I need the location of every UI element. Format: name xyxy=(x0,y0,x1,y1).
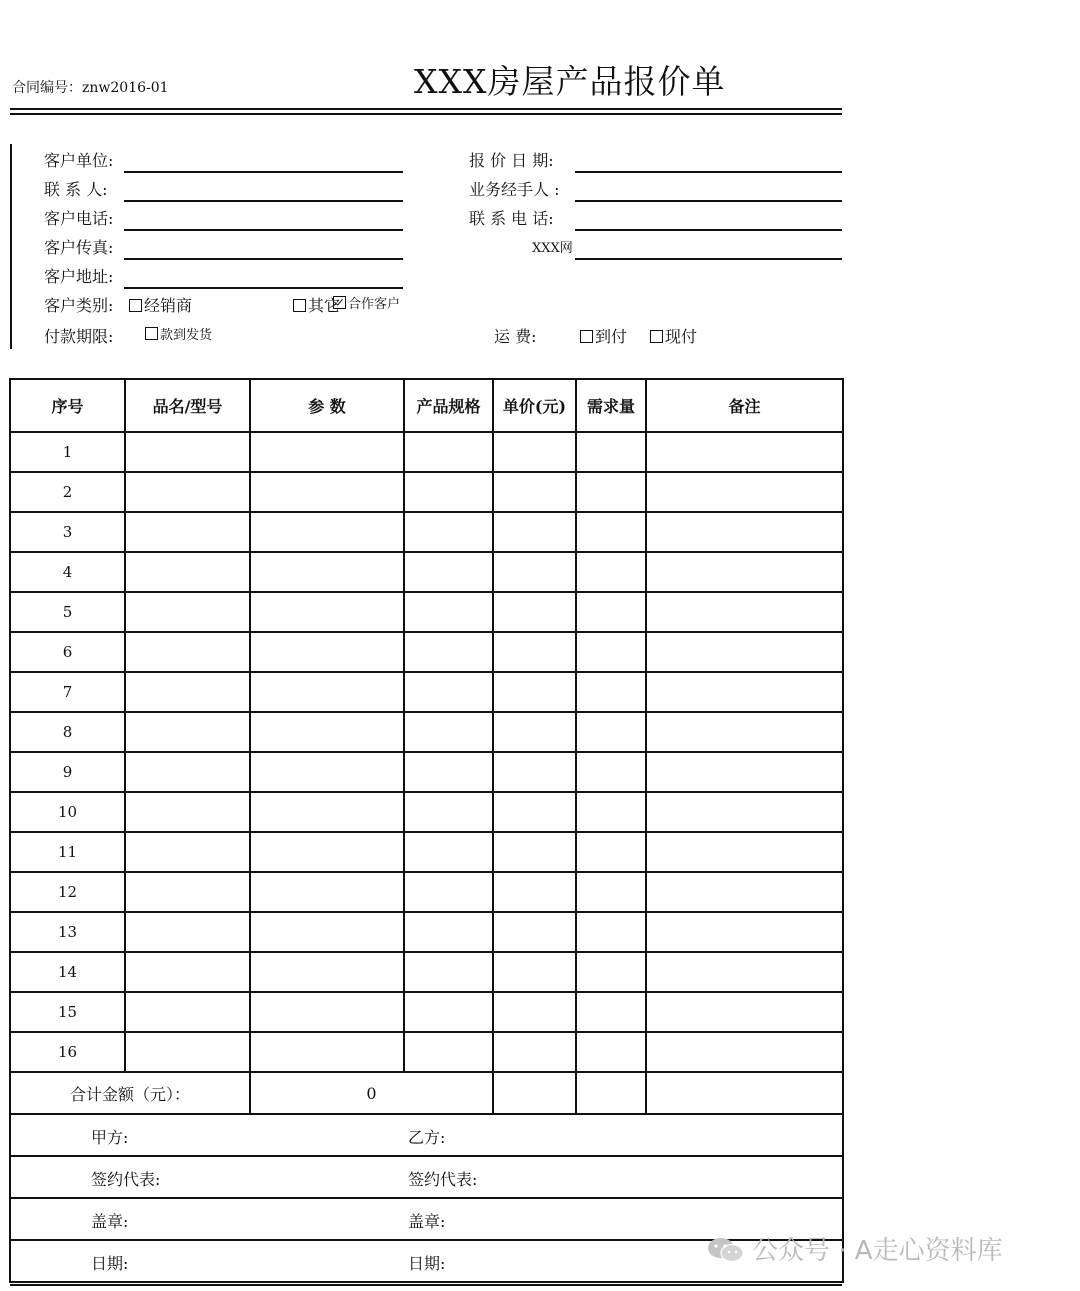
table-row xyxy=(10,592,843,632)
row-qty-cell[interactable] xyxy=(576,832,646,872)
header-serial: 序号 xyxy=(10,379,125,432)
total-value: 0 xyxy=(250,1072,493,1114)
row-product-cell[interactable] xyxy=(125,512,250,552)
row-serial: 12 xyxy=(10,872,125,912)
checkbox-icon[interactable] xyxy=(650,330,663,343)
row-remark-cell[interactable] xyxy=(646,792,843,832)
row-product-cell[interactable] xyxy=(125,432,250,472)
row-spec-cell[interactable] xyxy=(404,912,493,952)
row-price-cell[interactable] xyxy=(493,752,576,792)
total-cell[interactable] xyxy=(576,1072,646,1114)
table-header-row xyxy=(10,379,843,432)
row-qty-cell[interactable] xyxy=(576,912,646,952)
website-label: XXX网 xyxy=(532,241,573,256)
total-label: 合计金额（元）： xyxy=(10,1072,250,1114)
row-remark-cell[interactable] xyxy=(646,592,843,632)
row-spec-cell[interactable] xyxy=(404,1032,493,1072)
row-price-cell[interactable] xyxy=(493,632,576,672)
row-spec-cell[interactable] xyxy=(404,512,493,552)
row-price-cell[interactable] xyxy=(493,512,576,552)
row-qty-cell[interactable] xyxy=(576,1032,646,1072)
row-remark-cell[interactable] xyxy=(646,752,843,792)
table-row xyxy=(10,512,843,552)
row-spec-cell[interactable] xyxy=(404,672,493,712)
table-row xyxy=(10,992,843,1032)
contact-phone-field[interactable] xyxy=(575,229,842,231)
row-params-cell[interactable] xyxy=(250,792,404,832)
rep-b-label: 签约代表: xyxy=(408,1170,478,1189)
row-params-cell[interactable] xyxy=(250,952,404,992)
row-spec-cell[interactable] xyxy=(404,472,493,512)
customer-fax-label: 客户传真: xyxy=(44,238,114,257)
header-divider-bottom xyxy=(10,113,842,115)
header-divider-top xyxy=(10,108,842,110)
row-price-cell[interactable] xyxy=(493,792,576,832)
header-parameters: 参 数 xyxy=(250,379,404,432)
row-price-cell[interactable] xyxy=(493,952,576,992)
customer-phone-field[interactable] xyxy=(124,229,403,231)
row-params-cell[interactable] xyxy=(250,992,404,1032)
date-a-label: 日期: xyxy=(91,1254,129,1273)
row-price-cell[interactable] xyxy=(493,1032,576,1072)
row-serial: 8 xyxy=(10,712,125,752)
row-price-cell[interactable] xyxy=(493,592,576,632)
seal-b-label: 盖章: xyxy=(408,1212,446,1231)
type-option-dealer[interactable] xyxy=(129,293,192,316)
customer-unit-label: 客户单位: xyxy=(44,151,114,170)
freight-label: 运 费: xyxy=(494,327,537,346)
header-specification: 产品规格 xyxy=(404,379,493,432)
type-option-partner-label: 合作客户 xyxy=(348,297,401,312)
row-spec-cell[interactable] xyxy=(404,432,493,472)
table-row xyxy=(10,1032,843,1072)
row-serial: 9 xyxy=(10,752,125,792)
row-product-cell[interactable] xyxy=(125,792,250,832)
info-left-border xyxy=(10,144,12,349)
seal-a-label: 盖章: xyxy=(91,1212,129,1231)
checkbox-icon[interactable] xyxy=(129,299,142,312)
row-product-cell[interactable] xyxy=(125,912,250,952)
row-price-cell[interactable] xyxy=(493,832,576,872)
row-serial: 1 xyxy=(10,432,125,472)
table-row xyxy=(10,912,843,952)
payment-term-label: 付款期限: xyxy=(44,327,114,346)
header-remarks: 备注 xyxy=(646,379,843,432)
row-price-cell[interactable] xyxy=(493,872,576,912)
row-spec-cell[interactable] xyxy=(404,712,493,752)
row-remark-cell[interactable] xyxy=(646,472,843,512)
row-serial: 13 xyxy=(10,912,125,952)
row-spec-cell[interactable] xyxy=(404,832,493,872)
checkbox-icon[interactable] xyxy=(580,330,593,343)
customer-type-label: 客户类别: xyxy=(44,296,114,315)
row-params-cell[interactable] xyxy=(250,552,404,592)
row-spec-cell[interactable] xyxy=(404,552,493,592)
row-remark-cell[interactable] xyxy=(646,992,843,1032)
table-row xyxy=(10,752,843,792)
row-product-cell[interactable] xyxy=(125,552,250,592)
sales-manager-field[interactable] xyxy=(575,200,842,202)
row-product-cell[interactable] xyxy=(125,872,250,912)
table-row xyxy=(10,432,843,472)
row-serial: 3 xyxy=(10,512,125,552)
header-product-model: 品名/型号 xyxy=(125,379,250,432)
row-qty-cell[interactable] xyxy=(576,792,646,832)
row-product-cell[interactable] xyxy=(125,992,250,1032)
row-serial: 11 xyxy=(10,832,125,872)
rep-a-label: 签约代表: xyxy=(91,1170,161,1189)
table-row xyxy=(10,832,843,872)
table-row xyxy=(10,472,843,512)
payment-option-label: 款到发货 xyxy=(160,328,213,343)
row-remark-cell[interactable] xyxy=(646,872,843,912)
payment-option[interactable] xyxy=(145,324,212,343)
row-remark-cell[interactable] xyxy=(646,512,843,552)
customer-phone-label: 客户电话: xyxy=(44,209,114,228)
table-row xyxy=(10,952,843,992)
table-row xyxy=(10,872,843,912)
sales-manager-label: 业务经手人 : xyxy=(469,180,560,199)
row-spec-cell[interactable] xyxy=(404,992,493,1032)
customer-address-field[interactable] xyxy=(124,287,403,289)
row-remark-cell[interactable] xyxy=(646,1032,843,1072)
row-remark-cell[interactable] xyxy=(646,832,843,872)
row-serial: 14 xyxy=(10,952,125,992)
row-params-cell[interactable] xyxy=(250,752,404,792)
row-spec-cell[interactable] xyxy=(404,872,493,912)
party-cell[interactable] xyxy=(10,1114,843,1156)
customer-unit-field[interactable] xyxy=(124,171,403,173)
checkbox-icon[interactable] xyxy=(145,327,158,340)
total-row xyxy=(10,1072,843,1114)
row-serial: 2 xyxy=(10,472,125,512)
website-field[interactable] xyxy=(575,258,842,260)
row-price-cell[interactable] xyxy=(493,712,576,752)
party-a-label: 甲方: xyxy=(91,1128,129,1147)
row-params-cell[interactable] xyxy=(250,832,404,872)
row-product-cell[interactable] xyxy=(125,832,250,872)
row-price-cell[interactable] xyxy=(493,992,576,1032)
type-option-partner[interactable] xyxy=(333,293,400,312)
checkbox-icon[interactable] xyxy=(293,299,306,312)
row-params-cell[interactable] xyxy=(250,672,404,712)
freight-option-collect[interactable] xyxy=(580,324,627,347)
row-remark-cell[interactable] xyxy=(646,672,843,712)
table-row xyxy=(10,632,843,672)
row-product-cell[interactable] xyxy=(125,952,250,992)
watermark-text: 公众号 · A走心资料库 xyxy=(752,1236,1003,1266)
table-row xyxy=(10,672,843,712)
customer-fax-field[interactable] xyxy=(124,258,403,260)
row-remark-cell[interactable] xyxy=(646,552,843,592)
page-title: XXX房屋产品报价单 xyxy=(414,62,726,101)
contract-number: 合同编号：znw2016-01 xyxy=(12,80,169,96)
row-spec-cell[interactable] xyxy=(404,632,493,672)
row-product-cell[interactable] xyxy=(125,712,250,752)
row-serial: 16 xyxy=(10,1032,125,1072)
row-qty-cell[interactable] xyxy=(576,952,646,992)
table-row xyxy=(10,712,843,752)
quote-date-field[interactable] xyxy=(575,171,842,173)
row-serial: 4 xyxy=(10,552,125,592)
table-row xyxy=(10,792,843,832)
row-price-cell[interactable] xyxy=(493,472,576,512)
row-price-cell[interactable] xyxy=(493,912,576,952)
type-option-dealer-label: 经销商 xyxy=(144,296,193,315)
watermark xyxy=(706,1230,1003,1267)
row-price-cell[interactable] xyxy=(493,432,576,472)
type-option-other-label: 其它 xyxy=(308,296,341,315)
party-row xyxy=(10,1114,843,1156)
row-qty-cell[interactable] xyxy=(576,712,646,752)
row-qty-cell[interactable] xyxy=(576,992,646,1032)
row-params-cell[interactable] xyxy=(250,632,404,672)
row-params-cell[interactable] xyxy=(250,872,404,912)
row-product-cell[interactable] xyxy=(125,632,250,672)
row-product-cell[interactable] xyxy=(125,472,250,512)
freight-option-collect-label: 到付 xyxy=(595,327,628,346)
representative-cell[interactable] xyxy=(10,1156,843,1198)
total-cell[interactable] xyxy=(646,1072,843,1114)
row-params-cell[interactable] xyxy=(250,512,404,552)
row-qty-cell[interactable] xyxy=(576,592,646,632)
row-qty-cell[interactable] xyxy=(576,552,646,592)
row-params-cell[interactable] xyxy=(250,712,404,752)
row-serial: 6 xyxy=(10,632,125,672)
checked-checkbox-icon[interactable] xyxy=(333,296,346,309)
row-params-cell[interactable] xyxy=(250,1032,404,1072)
row-spec-cell[interactable] xyxy=(404,752,493,792)
freight-option-prepaid-label: 现付 xyxy=(665,327,698,346)
row-qty-cell[interactable] xyxy=(576,472,646,512)
quotation-table xyxy=(9,378,844,1283)
representative-row xyxy=(10,1156,843,1198)
customer-address-label: 客户地址: xyxy=(44,267,114,286)
row-qty-cell[interactable] xyxy=(576,632,646,672)
contact-phone-label: 联 系 电 话: xyxy=(469,209,554,228)
row-qty-cell[interactable] xyxy=(576,672,646,712)
freight-option-prepaid[interactable] xyxy=(650,324,697,347)
contact-person-field[interactable] xyxy=(124,200,403,202)
row-params-cell[interactable] xyxy=(250,592,404,632)
row-remark-cell[interactable] xyxy=(646,952,843,992)
row-remark-cell[interactable] xyxy=(646,712,843,752)
contact-person-label: 联 系 人: xyxy=(44,180,108,199)
row-spec-cell[interactable] xyxy=(404,952,493,992)
row-price-cell[interactable] xyxy=(493,672,576,712)
row-serial: 5 xyxy=(10,592,125,632)
row-product-cell[interactable] xyxy=(125,592,250,632)
row-price-cell[interactable] xyxy=(493,552,576,592)
row-product-cell[interactable] xyxy=(125,672,250,712)
row-serial: 10 xyxy=(10,792,125,832)
wechat-icon xyxy=(706,1237,746,1263)
row-params-cell[interactable] xyxy=(250,912,404,952)
quote-date-label: 报 价 日 期: xyxy=(469,151,554,170)
row-remark-cell[interactable] xyxy=(646,912,843,952)
row-qty-cell[interactable] xyxy=(576,872,646,912)
header-quantity: 需求量 xyxy=(576,379,646,432)
party-b-label: 乙方: xyxy=(408,1128,446,1147)
table-row xyxy=(10,552,843,592)
row-spec-cell[interactable] xyxy=(404,592,493,632)
row-serial: 15 xyxy=(10,992,125,1032)
row-spec-cell[interactable] xyxy=(404,792,493,832)
row-remark-cell[interactable] xyxy=(646,632,843,672)
row-qty-cell[interactable] xyxy=(576,432,646,472)
row-remark-cell[interactable] xyxy=(646,432,843,472)
header-unit-price: 单价(元) xyxy=(493,379,576,432)
row-product-cell[interactable] xyxy=(125,1032,250,1072)
row-product-cell[interactable] xyxy=(125,752,250,792)
date-b-label: 日期: xyxy=(408,1254,446,1273)
footer-double-line xyxy=(10,1284,842,1286)
row-params-cell[interactable] xyxy=(250,472,404,512)
row-qty-cell[interactable] xyxy=(576,752,646,792)
row-params-cell[interactable] xyxy=(250,432,404,472)
total-cell[interactable] xyxy=(493,1072,576,1114)
row-qty-cell[interactable] xyxy=(576,512,646,552)
row-serial: 7 xyxy=(10,672,125,712)
